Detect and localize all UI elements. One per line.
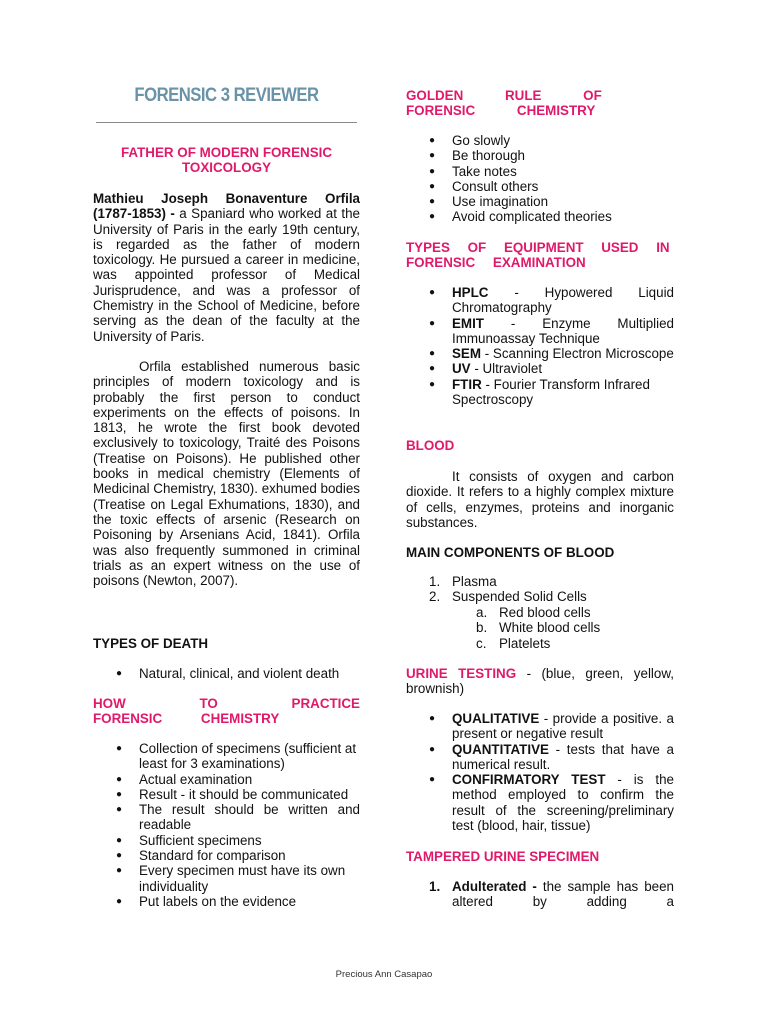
urine-desc: - tests that have a numerical result.	[452, 741, 674, 772]
list-item	[406, 711, 674, 742]
list-label: Plasma	[452, 574, 497, 589]
equipment-term: SEM	[452, 346, 482, 362]
urine-heading: URINE TESTING	[406, 666, 517, 681]
list-label: Red blood cells	[499, 605, 591, 620]
list-number: 1.	[429, 574, 441, 589]
list-item: ● Put labels on the evidence	[93, 894, 360, 909]
orfila-paragraph-2: Orfila established numerous basic principles of modern toxicology and is probably the first person to conduct experiments on the effects of poisons. In 1813, he wrote the first book devoted exclusively to toxicology, Traité des Poisons (Treatise on Poisons). He published other books in medical chemistry (Elements of Medicinal Chemistry, 1830). exhumed bodies (Treatise on Legal Exhumations, 1830), and the toxic effects of arsenic (Research on Poisoning by Arsenians Acid, 1841). Orfila was also frequently summoned in criminal trials as an expert witness on the use of poisons (Newton, 2007).	[93, 359, 360, 589]
list-item	[406, 285, 674, 316]
list-item	[406, 879, 674, 910]
golden-list	[406, 133, 674, 225]
equipment-desc: - Scanning Electron Microscope	[481, 346, 674, 362]
urine-term: QUALITATIVE	[452, 711, 540, 726]
urine-list	[406, 711, 674, 833]
list-item	[406, 574, 674, 589]
list-item	[406, 377, 674, 408]
death-heading: TYPES OF DEATH	[93, 636, 209, 651]
list-item: ● Use imagination	[406, 194, 674, 209]
blood-text: It consists of oxygen and carbon dioxide. It refers to a highly complex mixture of cells, enzymes, proteins and inorganic substances.	[406, 469, 674, 530]
list-item: ● Consult others	[406, 179, 674, 194]
list-item: ● Avoid complicated theories	[406, 209, 674, 224]
page-footer: Precious Ann Casapao	[335, 969, 433, 980]
list-label: Platelets	[499, 635, 551, 651]
list-item: ● Natural, clinical, and violent death	[93, 666, 360, 681]
cells-list	[406, 605, 674, 651]
orfila-name: Mathieu Joseph Bonaventure Orfila (1787-1853) -	[93, 191, 360, 222]
tampered-desc: the sample has been altered by adding a	[452, 879, 674, 910]
list-item	[406, 772, 674, 833]
orfila-text: a Spaniard who worked at the University of Paris in the early 19th century, is regarded as the father of modern toxicology. He pursued a career in medicine, was appointed professor of Medical Jurisprudence, and was a professor of Chemistry in the School of Medicine, before serving as the dean of the faculty at the University of Paris.	[93, 206, 361, 344]
list-item	[406, 636, 674, 651]
tampered-heading: TAMPERED URINE SPECIMEN	[406, 849, 600, 864]
list-letter: a.	[476, 605, 488, 620]
practice-list	[93, 741, 360, 909]
blood-heading: BLOOD	[406, 438, 455, 453]
list-label: Suspended Solid Cells	[452, 589, 587, 605]
equipment-term: HPLC	[452, 285, 489, 300]
list-item	[406, 605, 674, 620]
urine-testing	[406, 666, 674, 697]
components-heading: MAIN COMPONENTS OF BLOOD	[406, 545, 615, 560]
list-item: ● Every specimen must have its own individuality	[93, 863, 360, 894]
urine-desc: - provide a positive. a present or negative result	[452, 711, 674, 742]
equipment-desc: - Hypowered Liquid Chromatography	[452, 285, 674, 316]
list-item	[406, 316, 674, 347]
equipment-term: FTIR	[452, 376, 482, 392]
practice-heading-text: HOW TO PRACTICE FORENSIC CHEMISTRY	[93, 696, 360, 727]
list-item	[406, 361, 674, 376]
golden-heading-text: GOLDEN RULE OF FORENSIC CHEMISTRY	[406, 88, 602, 119]
tampered-item	[406, 879, 674, 910]
list-number: 1.	[429, 879, 441, 894]
list-number: 2.	[429, 589, 441, 605]
list-item: ● Actual examination	[93, 772, 360, 787]
list-item: ● Collection of specimens (sufficient at least for 3 examinations)	[93, 741, 360, 772]
equipment-term: EMIT	[452, 315, 484, 331]
equipment-term: UV	[452, 361, 471, 377]
urine-term: CONFIRMATORY TEST	[452, 772, 606, 788]
list-item	[406, 742, 674, 773]
document-title: FORENSIC 3 REVIEWER	[134, 85, 319, 106]
equipment-heading	[406, 240, 674, 271]
equipment-desc: - Ultraviolet	[470, 361, 543, 377]
golden-heading	[406, 88, 674, 119]
list-label: White blood cells	[499, 620, 601, 636]
list-item	[406, 620, 674, 635]
list-item	[406, 346, 674, 361]
urine-term: QUANTITATIVE	[452, 741, 549, 757]
orfila-paragraph	[93, 191, 360, 344]
father-heading: FATHER OF MODERN FORENSIC TOXICOLOGY	[120, 145, 333, 176]
list-letter: c.	[476, 635, 487, 651]
urine-colors: - (blue, green, yellow, brownish)	[406, 666, 674, 697]
equipment-list	[406, 285, 674, 407]
list-item: ● Be thorough	[406, 148, 674, 163]
tampered-term: Adulterated -	[452, 879, 537, 894]
equipment-desc: - Fourier Transform Infrared Spectroscopy	[452, 376, 650, 408]
list-item: ● Result - it should be communicated	[93, 787, 360, 802]
urine-desc: - is the method employed to confirm the result of the screening/preliminary test (blood, hair, tissue)	[452, 772, 674, 834]
components-list	[406, 574, 674, 605]
death-list	[93, 666, 360, 681]
list-item: ● Go slowly	[406, 133, 674, 148]
list-item: ● The result should be written and readable	[93, 802, 360, 833]
list-item: ● Sufficient specimens	[93, 833, 360, 848]
equipment-desc: - Enzyme Multiplied Immunoassay Technique	[452, 315, 674, 346]
list-letter: b.	[476, 620, 488, 636]
title-divider	[96, 122, 357, 123]
practice-heading	[93, 696, 360, 727]
list-item	[406, 589, 674, 604]
equipment-heading-text: TYPES OF EQUIPMENT USED IN FORENSIC EXAMINATION	[406, 240, 670, 271]
list-item: ● Take notes	[406, 164, 674, 179]
list-item: ● Standard for comparison	[93, 848, 360, 863]
